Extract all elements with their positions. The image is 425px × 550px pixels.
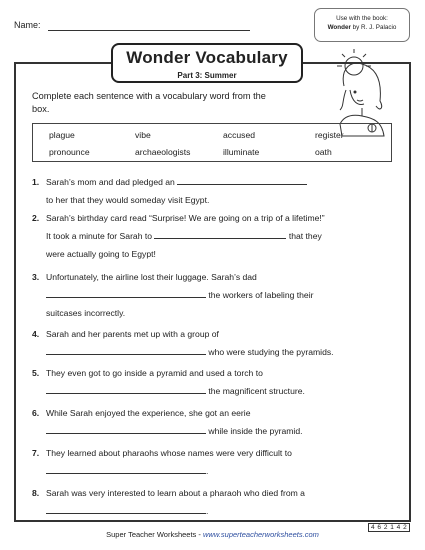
word-vibe: vibe — [135, 130, 151, 140]
question-number: 5. — [32, 368, 40, 378]
name-field-line[interactable] — [48, 30, 250, 31]
question-text: They even got to go inside a pyramid and used a torch to — [46, 368, 263, 378]
question-text: It took a minute for Sarah to — [46, 231, 153, 241]
question-text: Sarah and her parents met up with a group of — [46, 329, 219, 339]
question-number: 7. — [32, 448, 40, 458]
word-pronounce: pronounce — [49, 147, 90, 157]
question-text: While Sarah enjoyed the experience, she got an eerie — [46, 408, 251, 418]
question-text: . — [206, 506, 209, 516]
question-text: the magnificent structure. — [208, 386, 305, 396]
footer-link[interactable]: www.superteacherworksheets.com — [202, 530, 319, 539]
page-subtitle: Part 3: Summer — [177, 71, 237, 80]
title-box — [111, 43, 303, 83]
question-1 — [32, 173, 407, 209]
answer-blank[interactable] — [177, 175, 307, 185]
question-text: Sarah’s mom and dad pledged an — [46, 177, 175, 187]
question-text: . — [206, 466, 209, 476]
question-text: who were studying the pyramids. — [208, 347, 334, 357]
book-author: by R. J. Palacio — [350, 24, 397, 31]
question-text: were actually going to Egypt! — [46, 249, 156, 259]
answer-blank[interactable] — [46, 504, 209, 516]
question-8 — [32, 484, 407, 520]
question-3 — [32, 268, 407, 322]
word-illuminate: illuminate — [223, 147, 260, 157]
book-title: Wonder — [327, 24, 351, 31]
book-info-box — [314, 8, 410, 42]
question-number: 6. — [32, 408, 40, 418]
question-7 — [32, 444, 407, 480]
answer-blank[interactable] — [46, 384, 206, 394]
word-accused: accused — [223, 130, 256, 140]
name-label: Name: — [14, 20, 41, 30]
question-number: 1. — [32, 177, 40, 187]
question-text: while inside the pyramid. — [208, 426, 303, 436]
book-title-line — [315, 23, 409, 32]
question-text: Sarah’s birthday card read “Surprise! We are going on a trip of a lifetime!” — [46, 213, 325, 223]
answer-blank[interactable] — [46, 464, 209, 476]
question-text: the workers of labeling their — [208, 290, 314, 300]
question-number: 4. — [32, 329, 40, 339]
question-2 — [32, 209, 407, 263]
word-archaeologists: archaeologists — [135, 147, 191, 157]
footer — [0, 530, 425, 539]
book-info-line: Use with the book: — [336, 15, 388, 22]
question-6 — [32, 404, 407, 440]
word-plague: plague — [49, 130, 75, 140]
answer-blank[interactable] — [46, 424, 206, 434]
question-number: 8. — [32, 488, 40, 498]
question-5 — [32, 364, 407, 400]
question-text: that they — [288, 231, 322, 241]
question-text: Unfortunately, the airline lost their luggage. Sarah’s dad — [46, 272, 257, 282]
word-box — [32, 123, 392, 162]
answer-blank[interactable] — [154, 229, 286, 239]
page-title: Wonder Vocabulary — [126, 48, 288, 67]
question-number: 2. — [32, 213, 40, 223]
question-text: They learned about pharaohs whose names were very difficult to — [46, 448, 292, 458]
question-4 — [32, 325, 407, 361]
answer-blank[interactable] — [46, 345, 206, 355]
question-text: Sarah was very interested to learn about a pharaoh who died from a — [46, 488, 305, 498]
worksheet-code: 4 6 2 1 4 2 — [368, 523, 410, 532]
question-number: 3. — [32, 272, 40, 282]
question-text: to her that they would someday visit Egypt. — [46, 195, 210, 205]
word-register: register — [315, 130, 344, 140]
question-text: suitcases incorrectly. — [46, 308, 126, 318]
word-oath: oath — [315, 147, 332, 157]
answer-blank[interactable] — [46, 288, 206, 298]
instructions: Complete each sentence with a vocabulary word from the box. — [32, 91, 266, 114]
footer-text: Super Teacher Worksheets - — [106, 530, 203, 539]
